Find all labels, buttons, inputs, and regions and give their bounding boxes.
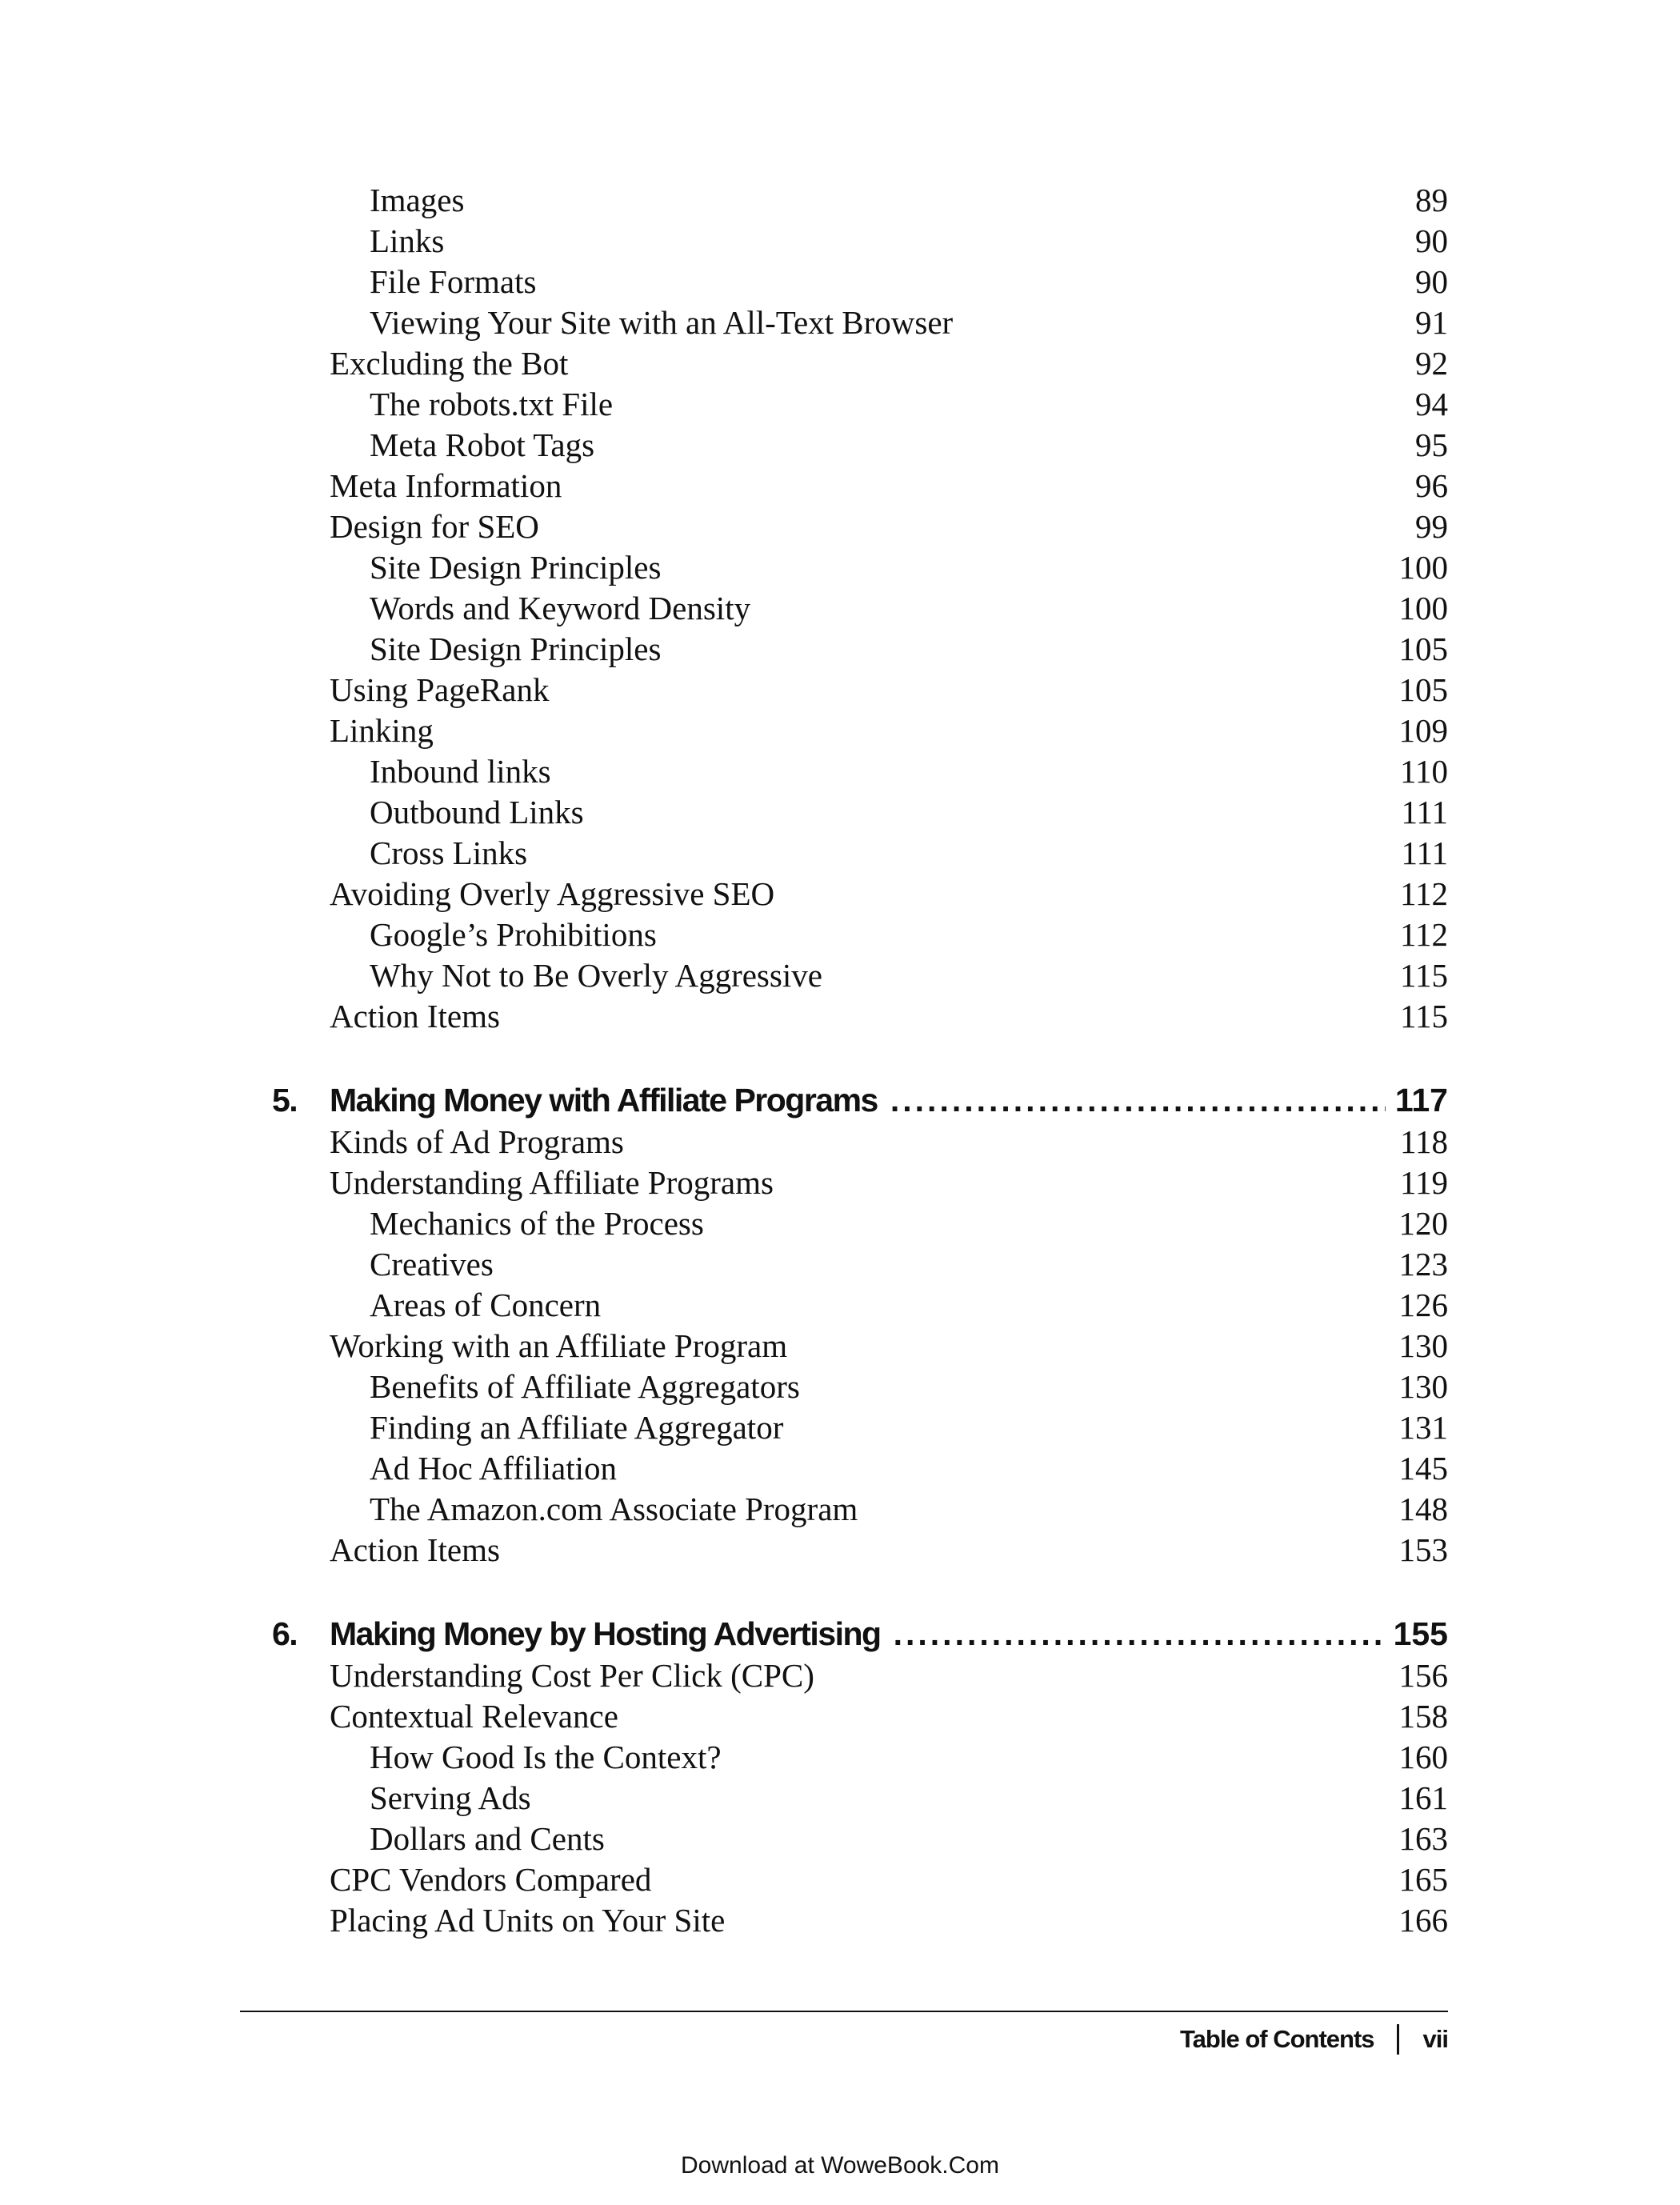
toc-entry-title: Links (370, 222, 445, 259)
toc-entry-page: 99 (1415, 508, 1448, 545)
toc-entry-page: 130 (1398, 1327, 1448, 1364)
chapter-5-entries (272, 1122, 1448, 1571)
toc-entry-title: Why Not to Be Overly Aggressive (370, 957, 822, 994)
toc-entry-title: Mechanics of the Process (370, 1205, 704, 1242)
toc-entry-page: 131 (1398, 1409, 1448, 1446)
toc-entry-page: 112 (1400, 875, 1448, 912)
toc-entry-page: 160 (1398, 1739, 1448, 1775)
toc-entry-title: Inbound links (370, 753, 551, 790)
toc-entry-title: Design for SEO (330, 508, 539, 545)
toc-entry[interactable] (272, 547, 1448, 588)
toc-entry[interactable] (272, 914, 1448, 955)
toc-entry[interactable] (272, 180, 1448, 221)
chapter-number: 5. (272, 1082, 298, 1119)
toc-entry-title: Action Items (330, 998, 500, 1034)
toc-entry[interactable] (272, 1203, 1448, 1244)
toc-entry-page: 92 (1415, 345, 1448, 382)
toc-entry[interactable] (272, 1489, 1448, 1530)
toc-entry-page: 115 (1400, 998, 1448, 1034)
toc-entry-page: 148 (1398, 1491, 1448, 1527)
toc-entry-page: 90 (1415, 222, 1448, 259)
toc-entry-page: 100 (1398, 590, 1448, 626)
toc-entry-title: Viewing Your Site with an All-Text Browser (370, 304, 954, 341)
toc-entry[interactable] (272, 710, 1448, 751)
toc-entry-title: CPC Vendors Compared (330, 1861, 652, 1898)
toc-entry[interactable] (272, 1448, 1448, 1489)
toc-entry[interactable] (272, 874, 1448, 914)
toc-entry-title: Understanding Cost Per Click (CPC) (330, 1657, 814, 1694)
toc-entry-title: Ad Hoc Affiliation (370, 1450, 617, 1487)
toc-entry-title: Areas of Concern (370, 1287, 602, 1323)
toc-entry[interactable] (272, 1819, 1448, 1859)
toc-entry[interactable] (272, 996, 1448, 1037)
toc-entry-page: 126 (1398, 1287, 1448, 1323)
toc-entry[interactable] (272, 955, 1448, 996)
toc-entry[interactable] (272, 1367, 1448, 1407)
toc-entry-title: Creatives (370, 1246, 494, 1283)
toc-entry[interactable] (272, 343, 1448, 384)
toc-entry[interactable] (272, 1859, 1448, 1900)
toc-entry-page: 163 (1398, 1820, 1448, 1857)
chapter-number: 6. (272, 1615, 298, 1652)
toc-entry-page: 158 (1398, 1698, 1448, 1735)
toc-entry-title: Placing Ad Units on Your Site (330, 1902, 726, 1939)
toc-entry-title: Excluding the Bot (330, 345, 569, 382)
toc-entry[interactable] (272, 1244, 1448, 1285)
toc-entry[interactable] (272, 1285, 1448, 1326)
toc-entry-title: Benefits of Affiliate Aggregators (370, 1368, 800, 1405)
toc-entry-page: 110 (1400, 753, 1448, 790)
toc-entry[interactable] (272, 629, 1448, 670)
toc-entry[interactable] (272, 302, 1448, 343)
footer-page-numeral: vii (1422, 2025, 1448, 2053)
toc-entry[interactable] (272, 1163, 1448, 1203)
toc-entry-page: 119 (1400, 1164, 1448, 1201)
toc-entry-page: 145 (1398, 1450, 1448, 1487)
toc-entry[interactable] (272, 792, 1448, 833)
toc-entry-page: 95 (1415, 426, 1448, 463)
toc-entry[interactable] (272, 588, 1448, 629)
toc-entry[interactable] (272, 751, 1448, 792)
chapter-heading-5[interactable] (272, 1078, 1448, 1122)
toc-entry-title: Outbound Links (370, 794, 584, 830)
toc-entry-page: 165 (1398, 1861, 1448, 1898)
toc-entry-page: 156 (1398, 1657, 1448, 1694)
toc-entry-title: The Amazon.com Associate Program (370, 1491, 858, 1527)
toc-entry-page: 96 (1415, 467, 1448, 504)
toc-entry-title: Avoiding Overly Aggressive SEO (330, 875, 775, 912)
toc-entry-page: 111 (1401, 834, 1448, 871)
toc-entry-page: 105 (1398, 671, 1448, 708)
toc-entry[interactable] (272, 384, 1448, 425)
toc-entry-page: 166 (1398, 1902, 1448, 1939)
toc-entry[interactable] (272, 1900, 1448, 1941)
toc-entry[interactable] (272, 221, 1448, 262)
toc-entry-title: Action Items (330, 1531, 500, 1568)
chapter-title: Making Money by Hosting Advertising (330, 1615, 881, 1652)
toc-entry-page: 94 (1415, 386, 1448, 422)
toc-entry[interactable] (272, 262, 1448, 302)
toc-entry-page: 153 (1398, 1531, 1448, 1568)
toc-entry-title: Site Design Principles (370, 630, 662, 667)
toc-entry-page: 130 (1398, 1368, 1448, 1405)
toc-entry-page: 123 (1398, 1246, 1448, 1283)
toc-entry-title: Site Design Principles (370, 549, 662, 586)
toc-entry-page: 100 (1398, 549, 1448, 586)
toc-entry-page: 118 (1400, 1123, 1448, 1160)
toc-entry-page: 161 (1398, 1779, 1448, 1816)
footer-rule (240, 2011, 1448, 2012)
toc-entry[interactable] (272, 1326, 1448, 1367)
table-of-contents (272, 180, 1448, 1941)
toc-entry-title: Serving Ads (370, 1779, 531, 1816)
toc-entry[interactable] (272, 1407, 1448, 1448)
toc-entry-title: Cross Links (370, 834, 528, 871)
toc-entry-title: Finding an Affiliate Aggregator (370, 1409, 784, 1446)
toc-entry-title: File Formats (370, 263, 537, 300)
toc-entry[interactable] (272, 1737, 1448, 1778)
toc-entry-title: Meta Robot Tags (370, 426, 595, 463)
toc-entry-page: 90 (1415, 263, 1448, 300)
chapter-6-entries (272, 1655, 1448, 1941)
toc-entry[interactable] (272, 1122, 1448, 1163)
toc-entry-page: 109 (1398, 712, 1448, 749)
toc-entry-page: 91 (1415, 304, 1448, 341)
toc-entry[interactable] (272, 1655, 1448, 1696)
dot-leader (890, 1078, 1386, 1122)
toc-entry[interactable] (272, 1530, 1448, 1571)
chapter-page-number: 155 (1393, 1615, 1448, 1652)
toc-entry-title: Images (370, 182, 465, 218)
chapter-title: Making Money with Affiliate Programs (330, 1082, 878, 1119)
toc-entry-page: 89 (1415, 182, 1448, 218)
toc-entry[interactable] (272, 1778, 1448, 1819)
toc-entry-page: 111 (1401, 794, 1448, 830)
footer-separator (1397, 2024, 1399, 2055)
toc-entry[interactable] (272, 425, 1448, 466)
toc-entry-title: Google’s Prohibitions (370, 916, 657, 953)
toc-entry-title: The robots.txt File (370, 386, 614, 422)
page-footer (1180, 2024, 1448, 2055)
chapter-page-number: 117 (1394, 1082, 1448, 1119)
toc-entry-page: 120 (1398, 1205, 1448, 1242)
toc-entry[interactable] (272, 670, 1448, 710)
toc-entry-title: Working with an Affiliate Program (330, 1327, 788, 1364)
footer-label: Table of Contents (1180, 2025, 1374, 2053)
toc-section-continued (272, 180, 1448, 1037)
toc-entry[interactable] (272, 466, 1448, 506)
toc-entry-title: Contextual Relevance (330, 1698, 618, 1735)
toc-entry-page: 112 (1400, 916, 1448, 953)
toc-entry-title: How Good Is the Context? (370, 1739, 722, 1775)
toc-entry-title: Understanding Affiliate Programs (330, 1164, 774, 1201)
toc-entry-page: 115 (1400, 957, 1448, 994)
toc-entry-page: 105 (1398, 630, 1448, 667)
download-watermark: Download at WoweBook.Com (681, 2152, 999, 2179)
toc-entry[interactable] (272, 1696, 1448, 1737)
toc-entry-title: Linking (330, 712, 434, 749)
toc-entry[interactable] (272, 833, 1448, 874)
chapter-heading-6[interactable] (272, 1612, 1448, 1655)
toc-entry-title: Using PageRank (330, 671, 550, 708)
dot-leader (894, 1612, 1384, 1655)
toc-entry-title: Kinds of Ad Programs (330, 1123, 624, 1160)
toc-entry[interactable] (272, 506, 1448, 547)
toc-entry-title: Words and Keyword Density (370, 590, 751, 626)
toc-entry-title: Dollars and Cents (370, 1820, 605, 1857)
toc-entry-title: Meta Information (330, 467, 562, 504)
